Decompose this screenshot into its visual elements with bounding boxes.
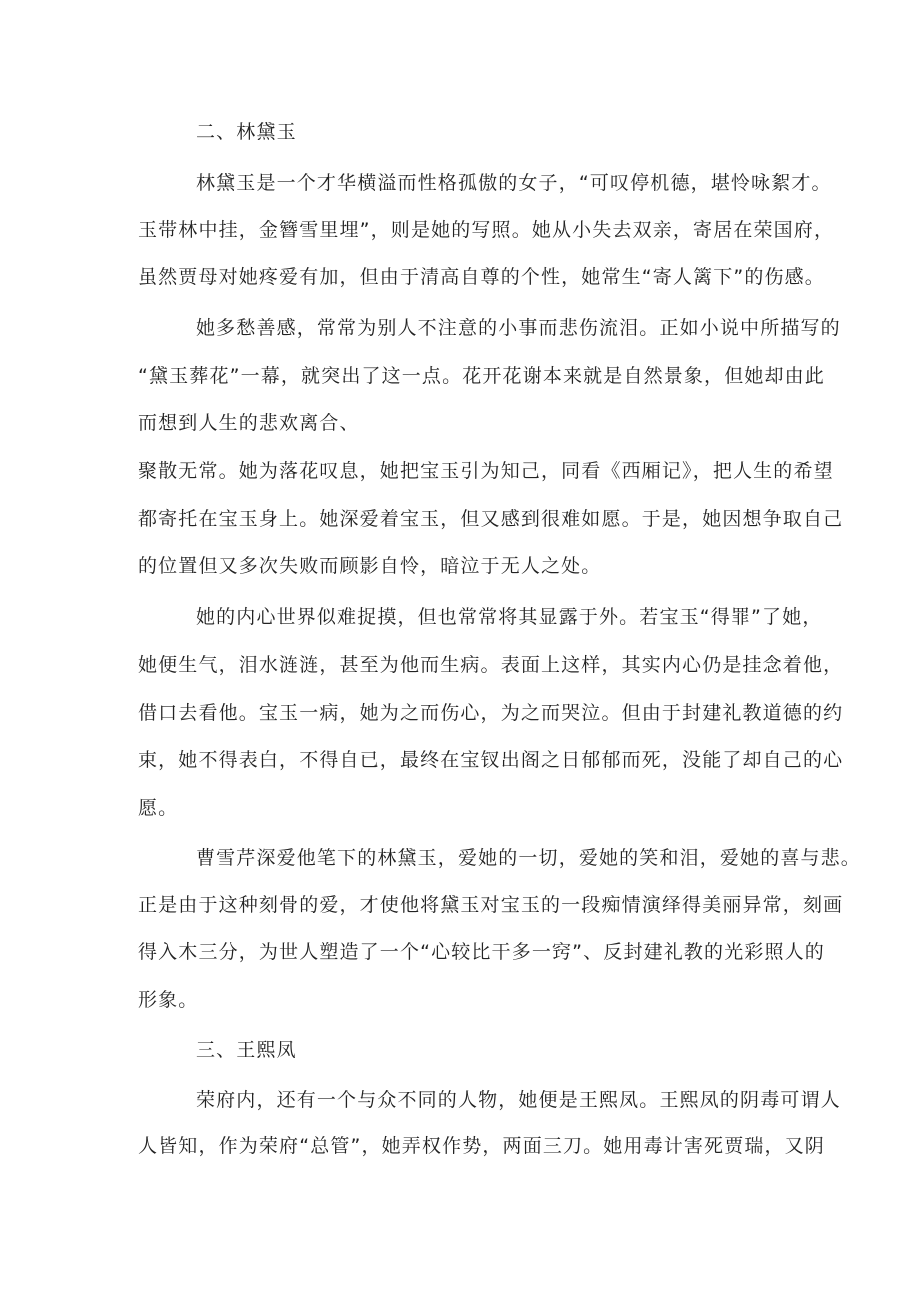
paragraph-line: 她多愁善感，常常为别人不注意的小事而悲伤流泪。正如小说中所描写的	[196, 317, 841, 339]
paragraph-line: 曹雪芹深爱他笔下的林黛玉，爱她的一切，爱她的笑和泪，爱她的喜与悲。	[196, 847, 861, 869]
paragraph-line: 她便生气，泪水涟涟，甚至为他而生病。表面上这样，其实内心仍是挂念着他，	[138, 654, 844, 676]
paragraph-line: 林黛玉是一个才华横溢而性格孤傲的女子，“可叹停机德，堪怜咏絮才。	[196, 172, 832, 194]
paragraph-line: 束，她不得表白，不得自已，最终在宝钗出阁之日郁郁而死，没能了却自己的心	[138, 749, 844, 771]
paragraph-line: 正是由于这种刻骨的爱，才使他将黛玉对宝玉的一段痴情演绎得美丽异常，刻画	[138, 894, 844, 916]
paragraph-line: 愿。	[138, 797, 179, 819]
paragraph-line: 虽然贾母对她疼爱有加，但由于清高自尊的个性，她常生“寄人篱下”的伤感。	[138, 266, 825, 288]
paragraph-line: 的位置但又多次失败而顾影自怜，暗泣于无人之处。	[138, 555, 602, 577]
paragraph-line: 玉带林中挂，金簪雪里埋”，则是她的写照。她从小失去双亲，寄居在荣国府，	[138, 219, 835, 241]
paragraph-line: 而想到人生的悲欢离合、	[138, 412, 360, 434]
paragraph-line: 借口去看他。宝玉一病，她为之而伤心，为之而哭泣。但由于封建礼教道德的约	[138, 702, 844, 724]
paragraph-line: 得入木三分，为世人塑造了一个“心较比干多一窍”、反封建礼教的光彩照人的	[138, 941, 825, 963]
paragraph-line: 人皆知，作为荣府“总管”，她弄权作势，两面三刀。她用毒计害死贾瑞，又阴	[138, 1135, 825, 1157]
paragraph-line: 她的内心世界似难捉摸，但也常常将其显露于外。若宝玉“得罪”了她，	[196, 606, 823, 628]
paragraph-line: 聚散无常。她为落花叹息，她把宝玉引为知己，同看《西厢记》，把人生的希望	[138, 460, 834, 482]
paragraph-line: 荣府内，还有一个与众不同的人物，她便是王熙凤。王熙凤的阴毒可谓人	[196, 1089, 841, 1111]
paragraph-line: 都寄托在宝玉身上。她深爱着宝玉，但又感到很难如愿。于是，她因想争取自己	[138, 508, 844, 530]
section-heading-wang-xifeng: 三、王熙凤	[196, 1039, 297, 1061]
paragraph-line: “黛玉葬花”一幕，就突出了这一点。花开花谢本来就是自然景象，但她却由此	[138, 365, 825, 387]
section-heading-lin-daiyu: 二、林黛玉	[196, 121, 297, 143]
paragraph-line: 形象。	[138, 989, 199, 1011]
